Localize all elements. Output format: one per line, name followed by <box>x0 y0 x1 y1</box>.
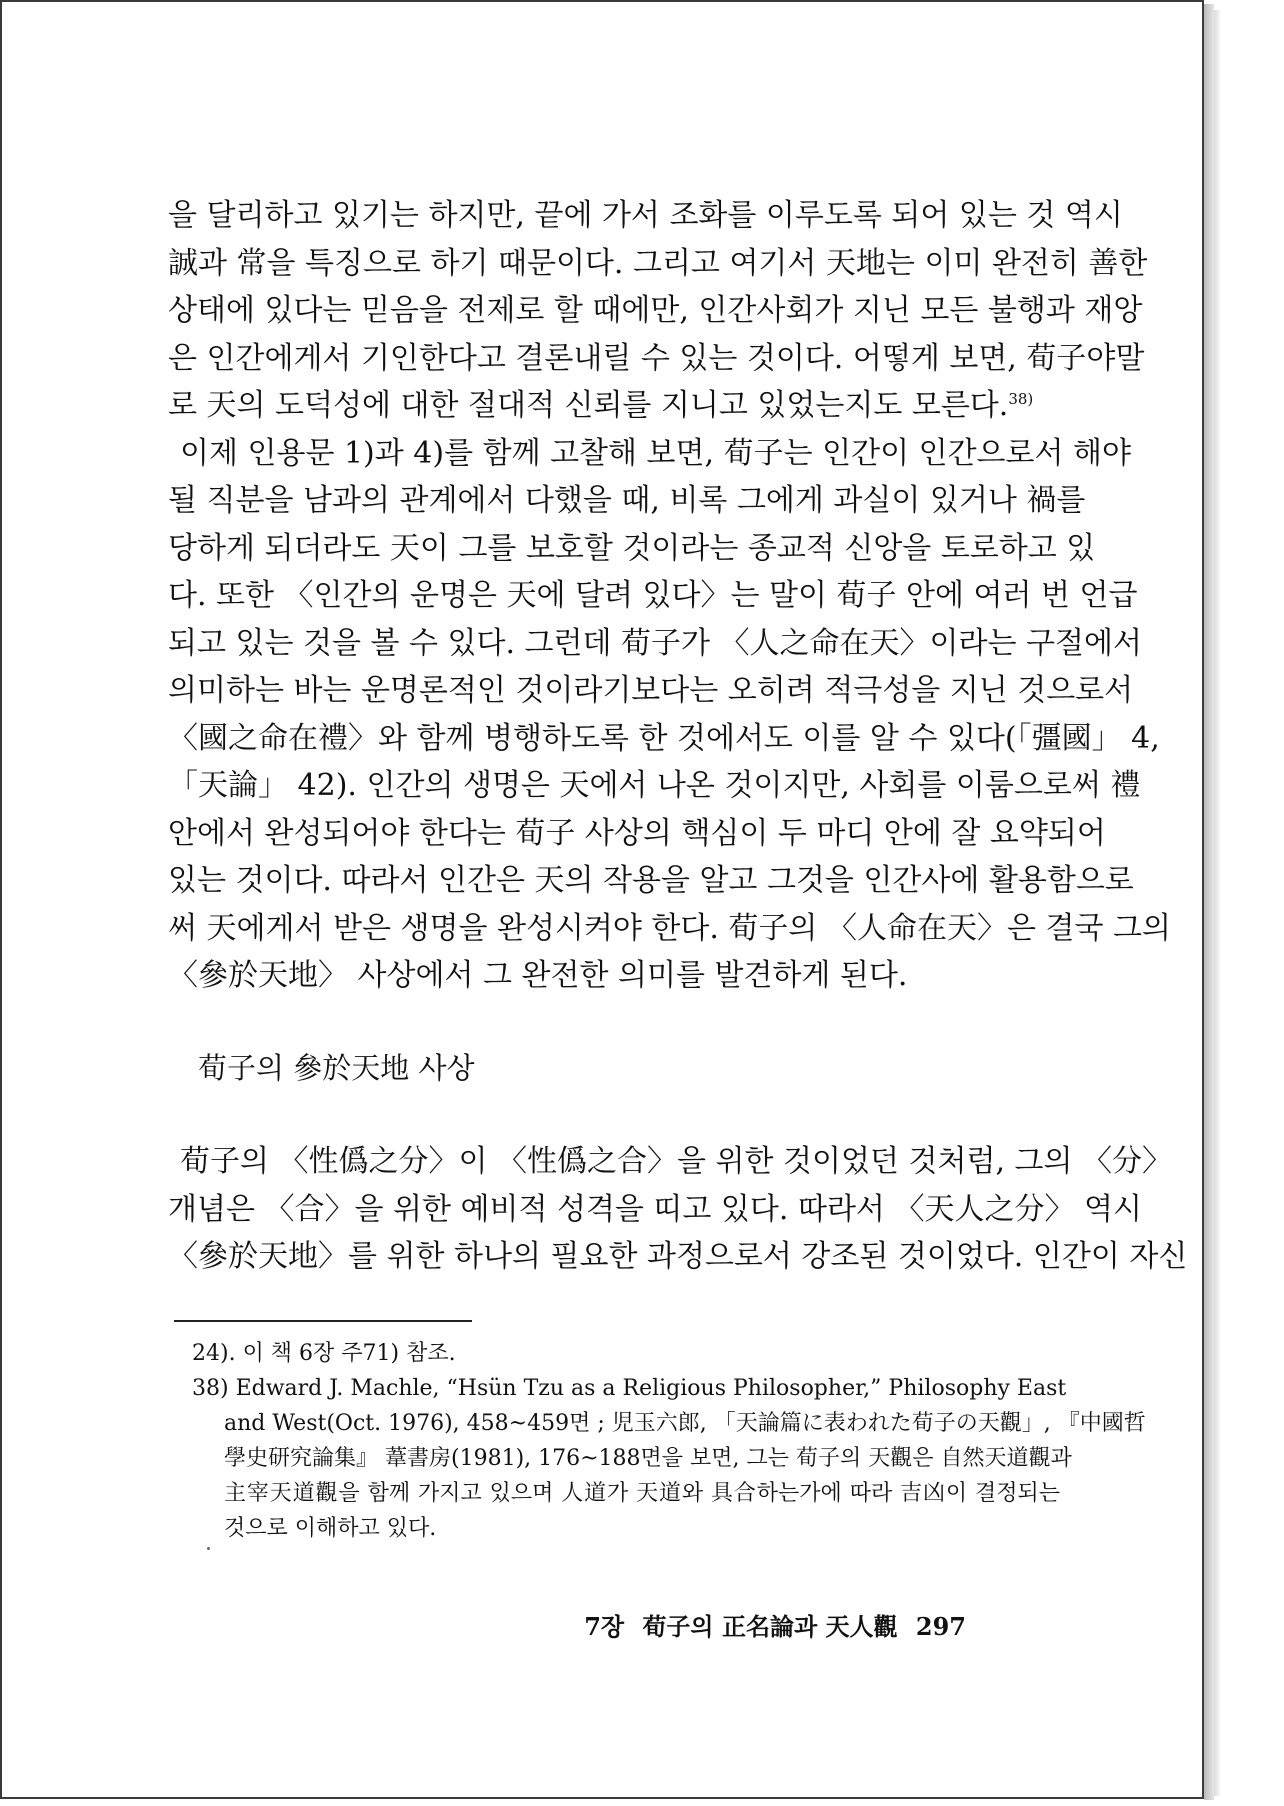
footnote-line: 것으로 이해하고 있다. <box>224 1516 437 1541</box>
text-line <box>168 382 1058 430</box>
text-line: 〈國之命在禮〉와 함께 병행하도록 한 것에서도 이를 알 수 있다(「彊國」 4, <box>168 720 1160 756</box>
footnote-line: 24). 이 책 6장 주71) 참조. <box>192 1341 456 1366</box>
text-line-content: 로 天의 도덕성에 대한 절대적 신뢰를 지니고 있었는지도 모른다. <box>168 388 1009 423</box>
text-line: 〈參於天地〉를 위한 하나의 필요한 과정으로서 강조된 것이었다. 인간이 자신 <box>168 1239 1188 1274</box>
footnote-marker: 38) <box>1008 390 1034 408</box>
text-line: 〈參於天地〉 사상에서 그 완전한 의미를 발견하게 된다. <box>168 958 908 993</box>
main-text-block <box>168 192 1171 1000</box>
text-line: 을 달리하고 있기는 하지만, 끝에 가서 조화를 이루도록 되어 있는 것 역시 <box>168 198 1123 233</box>
text-line: 荀子의 〈性僞之分〉이 〈性僞之合〉을 위한 것이었던 것처럼, 그의 〈分〉 <box>180 1144 1173 1179</box>
footnote-divider <box>174 1320 472 1322</box>
footnote-line: 38) Edward J. Machle, “Hsün Tzu as a Religious Philosopher,” Philosophy East <box>192 1376 1067 1401</box>
section-heading: 荀子의 參於天地 사상 <box>198 1051 475 1085</box>
footer-chapter: 7장 <box>584 1612 625 1641</box>
text-line: 되고 있는 것을 볼 수 있다. 그런데 荀子가 〈人之命在天〉이라는 구절에서 <box>168 625 1142 661</box>
text-line: 상태에 있다는 믿음을 전제로 할 때에만, 인간사회가 지닌 모든 불행과 재앙 <box>168 293 1143 328</box>
footer-title: 荀子의 正名論과 天人觀 <box>642 1612 898 1641</box>
text-line: 의미하는 바는 운명론적인 것이라기보다는 오히려 적극성을 지닌 것으로서 <box>168 673 1134 708</box>
scan-speck <box>207 1547 210 1550</box>
page-number: 297 <box>915 1612 966 1641</box>
text-line: 있는 것이다. 따라서 인간은 天의 작용을 알고 그것을 인간사에 활용함으로 <box>168 863 1134 898</box>
text-line: 誠과 常을 특징으로 하기 때문이다. 그리고 여기서 天地는 이미 완전히 善한 <box>168 245 1148 281</box>
text-line: 써 天에게서 받은 생명을 완성시켜야 한다. 荀子의 〈人命在天〉은 결국 그의 <box>168 910 1171 946</box>
footnote-line: 主宰天道觀을 함께 가지고 있으며 人道가 天道와 具合하는가에 따라 吉凶이 결정되는 <box>224 1481 1060 1506</box>
paragraph-after-heading <box>168 1138 1188 1281</box>
footnotes <box>192 1336 1146 1546</box>
footnote-line: and West(Oct. 1976), 458~459면 ; 児玉六郎, 「天論篇に表われた荀子の天觀」, 『中國哲 <box>224 1411 1146 1436</box>
page-edge-shadow <box>1204 4 1214 1800</box>
text-line: 개념은 〈合〉을 위한 예비적 성격을 띠고 있다. 따라서 〈天人之分〉 역시 <box>168 1191 1142 1227</box>
text-line: 안에서 완성되어야 한다는 荀子 사상의 핵심이 두 마디 안에 잘 요약되어 <box>168 815 1106 851</box>
footnote-line: 學史研究論集』 葦書房(1981), 176~188면을 보면, 그는 荀子의 天觀은 自然天道觀과 <box>224 1446 1072 1471</box>
text-line: 「天論」 42). 인간의 생명은 天에서 나온 것이지만, 사회를 이룸으로써 禮 <box>168 768 1141 803</box>
running-footer <box>574 1607 966 1642</box>
page-edge-shadow <box>1214 10 1220 1796</box>
text-line: 다. 또한 〈인간의 운명은 天에 달려 있다〉는 말이 荀子 안에 여러 번 언급 <box>168 578 1138 613</box>
text-line: 은 인간에게서 기인한다고 결론내릴 수 있는 것이다. 어떻게 보면, 荀子야말 <box>168 340 1145 376</box>
text-line: 될 직분을 남과의 관계에서 다했을 때, 비록 그에게 과실이 있거나 禍를 <box>168 483 1086 518</box>
text-line: 이제 인용문 1)과 4)를 함께 고찰해 보면, 荀子는 인간이 인간으로서 해야 <box>180 435 1131 471</box>
text-line: 당하게 되더라도 天이 그를 보호할 것이라는 종교적 신앙을 토로하고 있 <box>168 530 1096 566</box>
